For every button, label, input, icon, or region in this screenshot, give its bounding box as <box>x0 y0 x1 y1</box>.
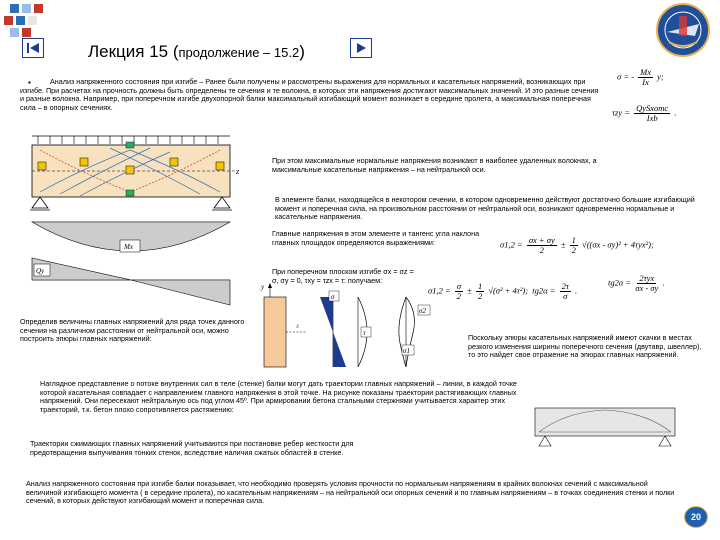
formula-tangent: tg2α = $\frac{\text{2τyx}}{\sigma x - \sigma y}$ . <box>608 273 665 293</box>
first-page-button[interactable] <box>22 38 44 58</box>
paragraph-max-stress: При этом максимальные нормальные напряжения возникают в наиболее удаленных волокнах, а максимальные касательные напряжения – на нейтральной оси. <box>272 156 597 174</box>
sigma1-label: σ1 <box>403 347 410 355</box>
square-icon <box>22 28 31 37</box>
square-icon <box>10 4 19 13</box>
square-icon <box>22 4 31 13</box>
formula-principal-stresses: σ1,2 = $\frac{\sigma x + \sigma y}{2}$ ± $\frac{1}{2}$ √((σx - σy)² + 4τyx²); <box>500 235 654 255</box>
formula-normal-stress: σ = - $\frac{Mx}{Ix}$ y; <box>617 67 664 87</box>
square-icon <box>34 4 43 13</box>
x-axis-label: x <box>296 322 300 330</box>
paragraph-plane-bending: При поперечном плоском изгибе σx = σz = σ, σy = 0, τxy = τzx = τ: получаем: <box>272 267 414 285</box>
sigma-label: σ <box>331 293 335 301</box>
formula-principal-short: σ1,2 = $\frac{\sigma}{2}$ ± $\frac{1}{2}$ √(σ² + 4τ²); tg2α = $\frac{2\tau}{\sigma}$ . <box>428 281 578 301</box>
reinforced-beam-diagram <box>525 400 685 455</box>
university-logo <box>655 2 711 58</box>
page-number-badge: 20 <box>684 506 708 528</box>
square-icon <box>10 28 19 37</box>
square-icon <box>28 16 37 25</box>
slide-title: Лекция 15 (продолжение – 15.2) <box>88 42 305 61</box>
tau-label: τ <box>363 329 366 337</box>
university-logo-icon <box>655 2 711 58</box>
paragraph-conclusion: Анализ напряженного состояния при изгибе балки показывает, что необходимо проверять условия прочности по нормальным напряжениям в крайних волокнах сечений с максимальной величиной изгибающего момента ( в середине пролета), по касательным напряжениям – на нейтральной оси опорных сечений и по главным напряжениям – в точках соединения стенки и полки сечений, в которых действуют изгибающий момент и поперечная сила. <box>26 479 675 506</box>
z-axis-label: z <box>236 167 240 176</box>
paragraph-principal: Главные напряжения в этом элементе и тангенс угла наклона главных площадок определяются выражениями: <box>272 229 480 247</box>
formula-shear-stress: τzy = $\frac{\text{QySxотс}}{\text{Ixb}}$ . <box>612 103 677 123</box>
sigma2-label: σ2 <box>419 307 426 315</box>
square-icon <box>4 16 13 25</box>
next-page-button[interactable] <box>350 38 372 58</box>
first-page-icon <box>23 39 43 57</box>
bullet-icon: ▪ <box>28 78 31 87</box>
shear-label: Qy <box>36 267 45 275</box>
square-icon <box>16 16 25 25</box>
paragraph-diagrams: Определив величины главных напряжений для ряда точек данного сечения на различном расстоянии от нейтральной оси, можно построить эпюры главных напряжений: <box>20 317 245 344</box>
stress-distribution-diagram <box>258 283 458 373</box>
paragraph-element: В элементе балки, находящейся в некотором сечении, в котором одновременно действуют достаточно большие изгибающий момент и поперечная сила, на произвольном расстоянии от нейтральной оси, возникают одновременно нормальные и касательные напряжения. <box>275 195 695 222</box>
next-page-icon <box>351 39 371 57</box>
paragraph-jumps: Поскольку эпюры касательных напряжений имеют скачки в местах резкого изменения ширины поперечного сечения (двутавр, швеллер), то это найдет свое отражение на эпюрах главных напряжений. <box>468 333 702 360</box>
beam-diagram <box>20 130 245 315</box>
paragraph-trajectories: Наглядное представление о потоке внутренних сил в теле (стенке) балки могут дать траектории главных напряжений – линии, в каждой точке которой касательная совпадает с направлением главного напряжения в этой точке. На рисунке показаны траектории растягивающих главных напряжений. Они пересекают нейтральную ось под углом 45º. При армировании бетона стальными стержнями учитывается характер этих траекторий, т.к. бетон плохо сопротивляется растяжению: <box>40 379 517 414</box>
moment-label: Mx <box>124 243 133 251</box>
y-axis-label: y <box>261 283 265 291</box>
paragraph-intro: Анализ напряженного состояния при изгибе – Ранее были получены и рассмотрены выражения для нормальных и касательных напряжений, возникающих при изгибе. При расчетах на прочность должны быть определены те сечения и те волокна, в которых эти напряжения достигают максимальных значений. И это разные сечения и разные волокна. Например, при поперечном изгибе двухопорной балки максимальный изгибающий момент возникает в середине пролета, а максимальная поперечная сила – в опорных сечениях. <box>20 77 599 112</box>
paragraph-compression: Траектории сжимающих главных напряжений учитываются при постановке ребер жесткости для предотвращения выпучивания тонких стенок, вследствие наличия сжатых областей в стенке. <box>30 439 354 457</box>
